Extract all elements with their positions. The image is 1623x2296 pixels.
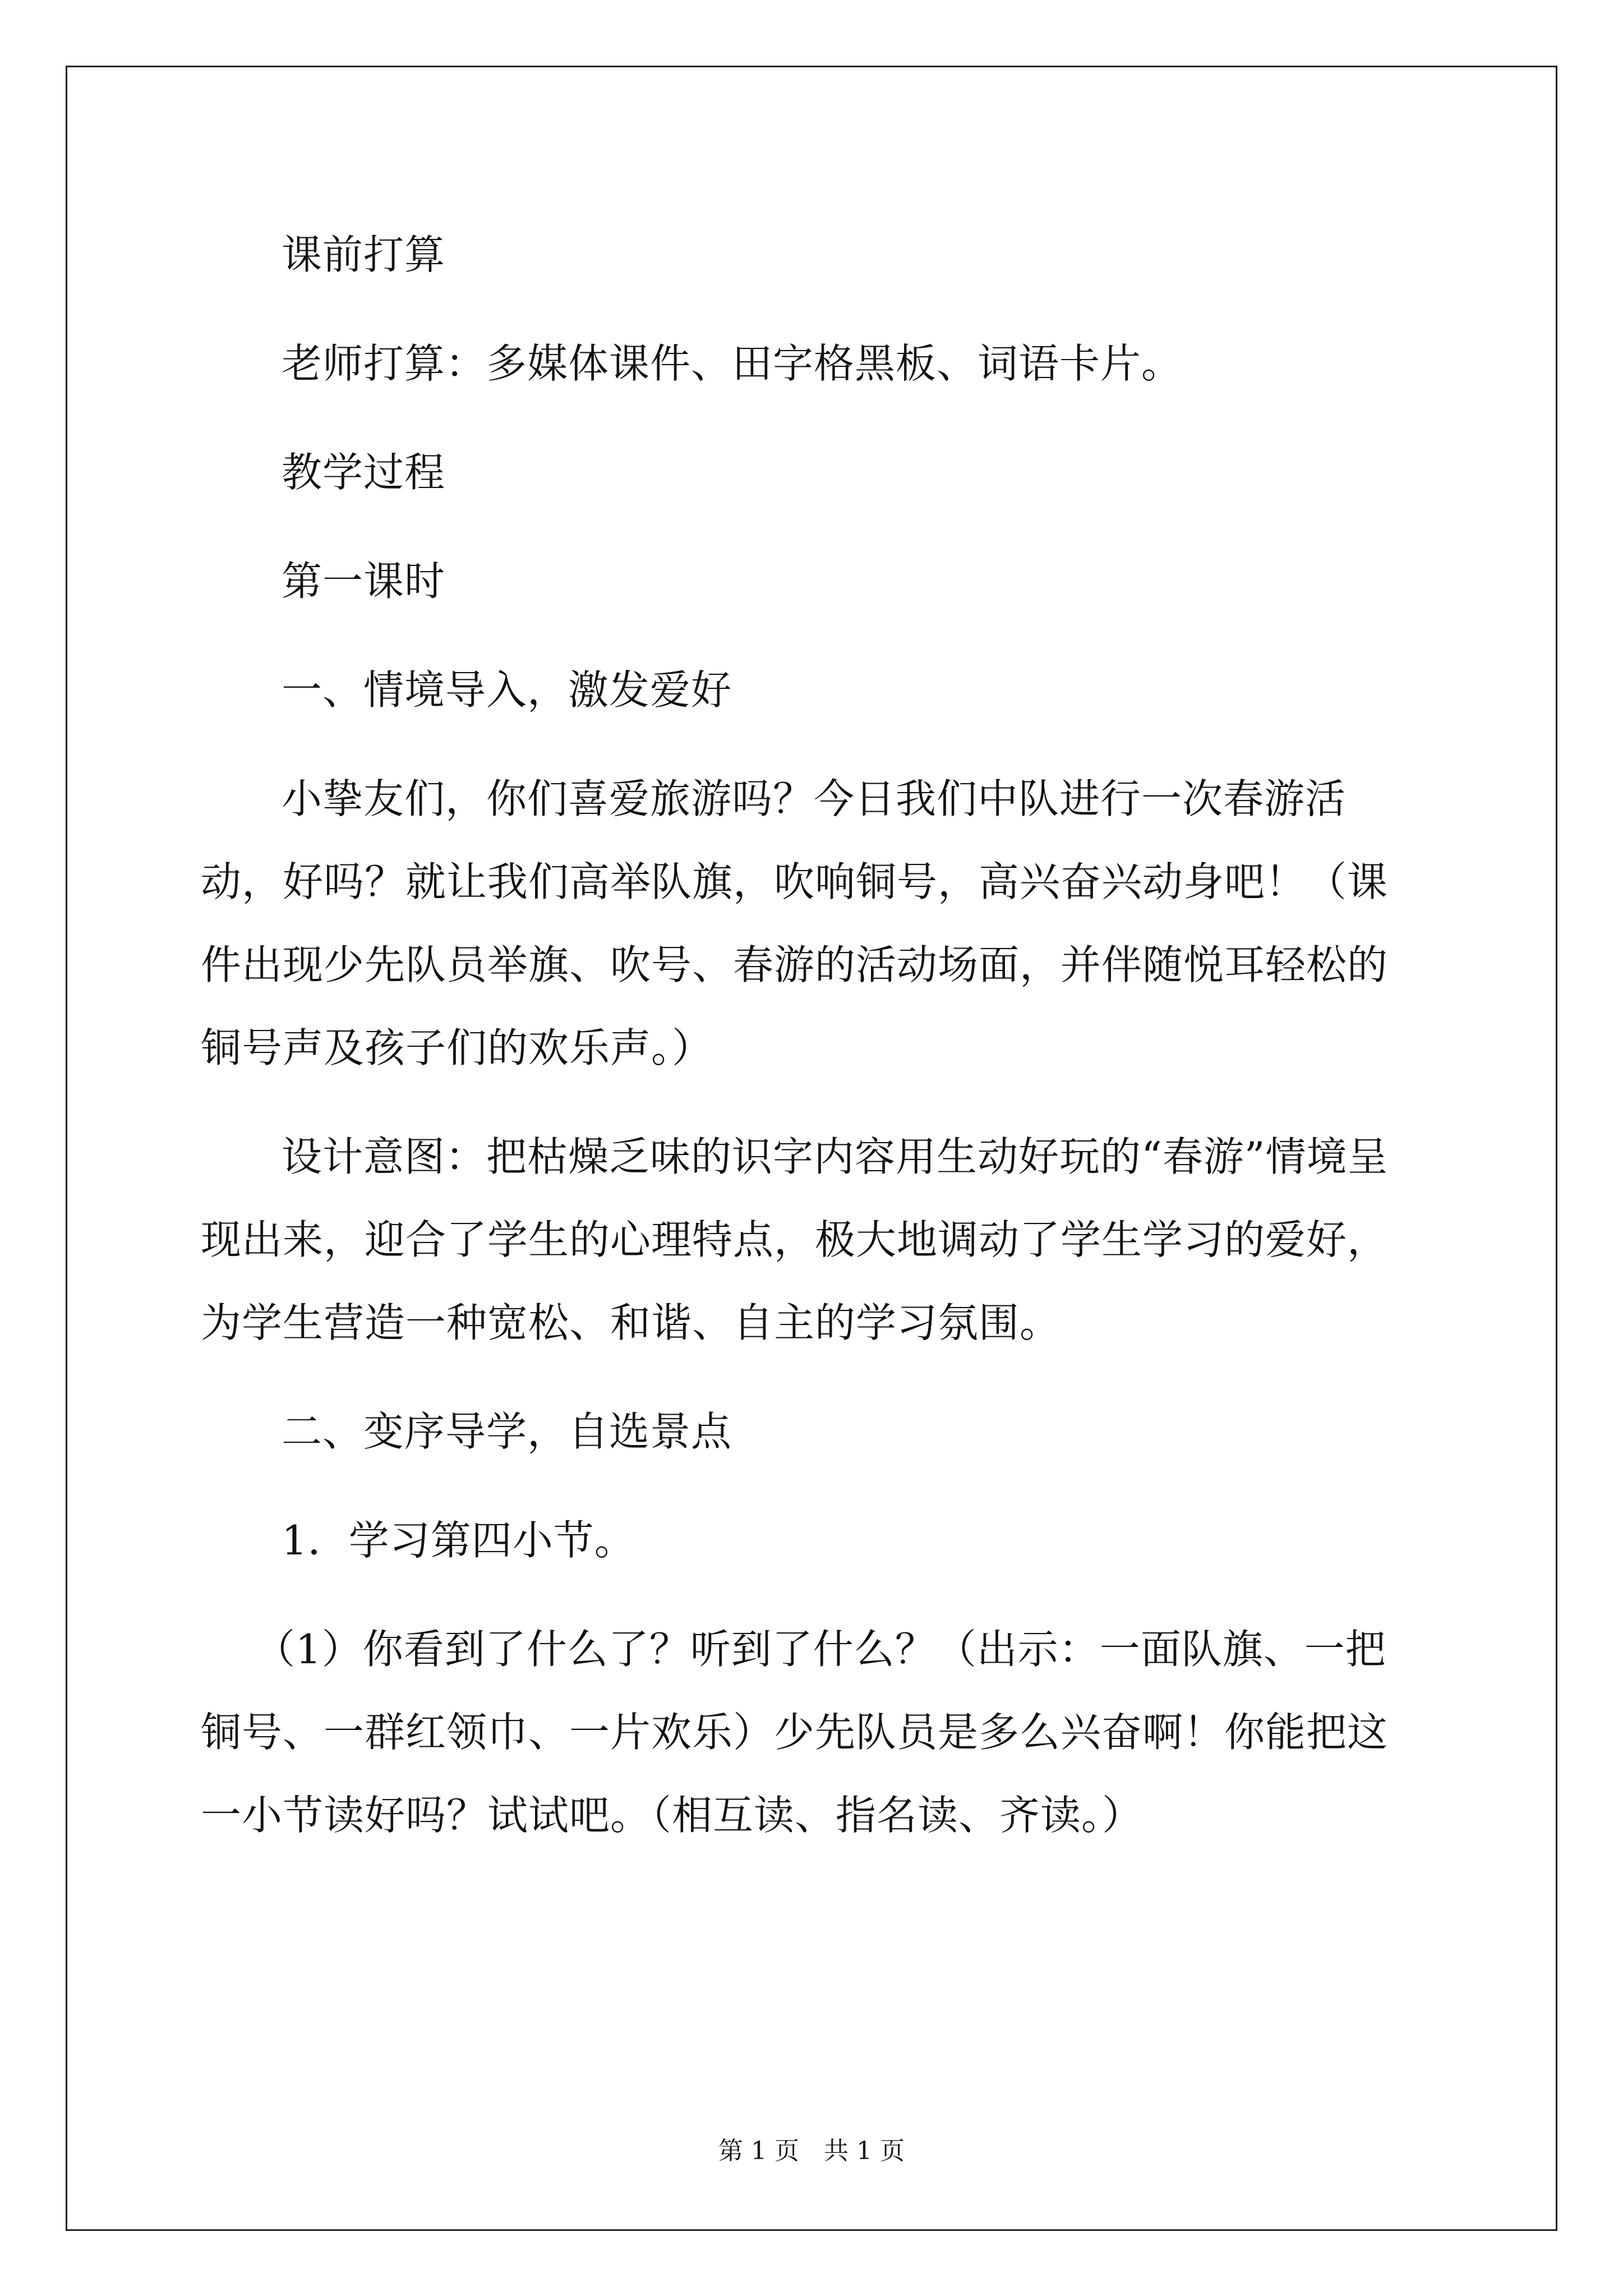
paragraph-first-lesson: 第一课时 — [282, 558, 446, 605]
page-footer: 第 1 页 共 1 页 — [718, 2137, 905, 2165]
paragraph-study-fourth: 1．学习第四小节。 — [282, 1517, 635, 1564]
paragraph-teacher-preparation: 老师打算：多媒体课件、田字格黑板、词语卡片。 — [282, 340, 1183, 387]
paragraph-design-intent: 设计意图：把枯燥乏味的识字内容用生动好玩的“春游”情境呈现出来，迎合了学生的心理特点，极大地调动了学生学习的爱好，为学生营造一种宽松、和谐、自主的学习氛围。 — [201, 1133, 1389, 1346]
paragraph-section-two: 二、变序导学，自选景点 — [282, 1408, 732, 1455]
document-body — [201, 213, 1426, 1883]
paragraph-question-one: （1）你看到了什么了？听到了什么？（出示：一面队旗、一把铜号、一群红领巾、一片欢乐）少先队员是多么兴奋啊！你能把这一小节读好吗？试试吧。（相互读、指名读、齐读。） — [201, 1626, 1389, 1839]
paragraph-heading-preparation: 课前打算 — [282, 231, 446, 278]
paragraph-section-one: 一、情境导入，激发爱好 — [282, 666, 732, 714]
paragraph-heading-process: 教学过程 — [282, 449, 446, 496]
paragraph-intro-text: 小挚友们，你们喜爱旅游吗？今日我们中队进行一次春游活动，好吗？就让我们高举队旗，吹响铜号，高兴奋兴动身吧！（课件出现少先队员举旗、吹号、春游的活动场面，并伴随悦耳轻松的铜号声及孩子们的欢乐声。） — [201, 775, 1389, 1071]
